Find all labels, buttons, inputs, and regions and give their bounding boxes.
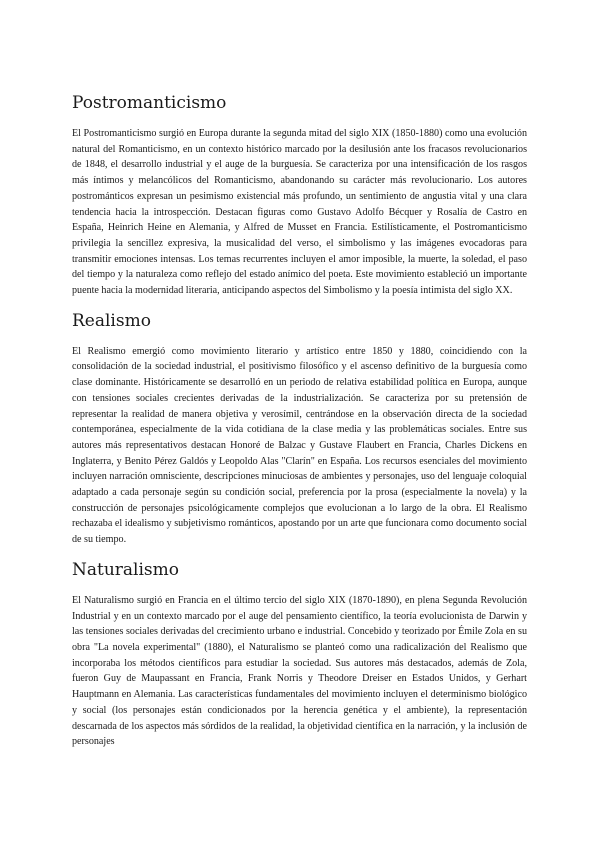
section-naturalismo bbox=[72, 560, 527, 750]
section-heading: Postromanticismo bbox=[72, 93, 227, 113]
document-page bbox=[72, 93, 527, 750]
section-heading: Naturalismo bbox=[72, 559, 180, 580]
section-realismo bbox=[72, 311, 527, 548]
section-paragraph: El Postromanticismo surgió en Europa durante la segunda mitad del siglo XIX (1850-1880) como una evolución natural del Romanticismo, en un contexto histórico marcado por la desilusión ante los fracasos revolucionarios de 1848, el desarrollo industrial y el auge de la burguesía. Se caracteriza por una intensificación de los rasgos más íntimos y melancólicos del Romanticismo, abandonando su carácter más revolucionario. Los autores postrománticos expresan un pesimismo existencial más profundo, un sentimiento de angustia vital y una clara tendencia hacia la introspección. Destacan figuras como Gustavo Adolfo Bécquer y Rosalía de Castro en España, Heinrich Heine en Alemania, y Alfred de Musset en Francia. Estilísticamente, el Postromanticismo privilegia la sencillez expresiva, la musicalidad del verso, el simbolismo y las imágenes evocadoras para transmitir emociones intensas. Los temas recurrentes incluyen el amor imposible, la muerte, la soledad, el paso del tiempo y la naturaleza como reflejo del estado anímico del poeta. Este movimiento estableció un importante puente hacia la modernidad literaria, anticipando aspectos del Simbolismo y la poesía intimista del siglo XX. bbox=[72, 128, 527, 297]
section-paragraph: El Realismo emergió como movimiento literario y artístico entre 1850 y 1880, coincidiendo con la consolidación de la sociedad industrial, el positivismo filosófico y el ascenso definitivo de la burguesía como clase dominante. Históricamente se desarrolló en un periodo de relativa estabilidad política en Europa, aunque con tensiones sociales crecientes derivadas de la industrialización. Se caracteriza por su pretensión de representar la realidad de manera objetiva y verosímil, centrándose en la observación directa de la sociedad contemporánea, especialmente de la vida cotidiana de la clase media y las problemáticas sociales. Entre sus autores más representativos destacan Honoré de Balzac y Gustave Flaubert en Francia, Charles Dickens en Inglaterra, y Benito Pérez Galdós y Leopoldo Alas "Clarín" en España. Los recursos esenciales del movimiento incluyen narración omnisciente, descripciones minuciosas de ambientes y personajes, uso del lenguaje coloquial adaptado a cada personaje según su condición social, preferencia por la prosa (especialmente la novela) y la construcción de personajes psicológicamente complejos que evolucionan a lo largo de la obra. El Realismo rechazaba el idealismo y subjetivismo románticos, apostando por un arte que funcionara como documento social de su tiempo. bbox=[72, 345, 527, 546]
section-postromanticismo bbox=[72, 93, 527, 299]
section-paragraph: El Naturalismo surgió en Francia en el último tercio del siglo XIX (1870-1890), en plena Segunda Revolución Industrial y en un contexto marcado por el auge del pensamiento científico, la teoría evolucionista de Darwin y las tensiones sociales derivadas del crecimiento urbano e industrial. Concebido y teorizado por Émile Zola en su obra "La novela experimental" (1880), el Naturalismo se planteó como una radicalización del Realismo que incorporaba los métodos científicos para estudiar la sociedad. Sus autores más destacados, además de Zola, fueron Guy de Maupassant en Francia, Frank Norris y Theodore Dreiser en Estados Unidos, y Gerhart Hauptmann en Alemania. Las características fundamentales del movimiento incluyen el determinismo biológico y social (los personajes están condicionados por la herencia genética y el ambiente), la representación descarnada de los aspectos más sórdidos de la realidad, la objetividad científica en la narración, y la inclusión de personajes bbox=[72, 594, 527, 748]
section-heading: Realismo bbox=[72, 310, 151, 331]
